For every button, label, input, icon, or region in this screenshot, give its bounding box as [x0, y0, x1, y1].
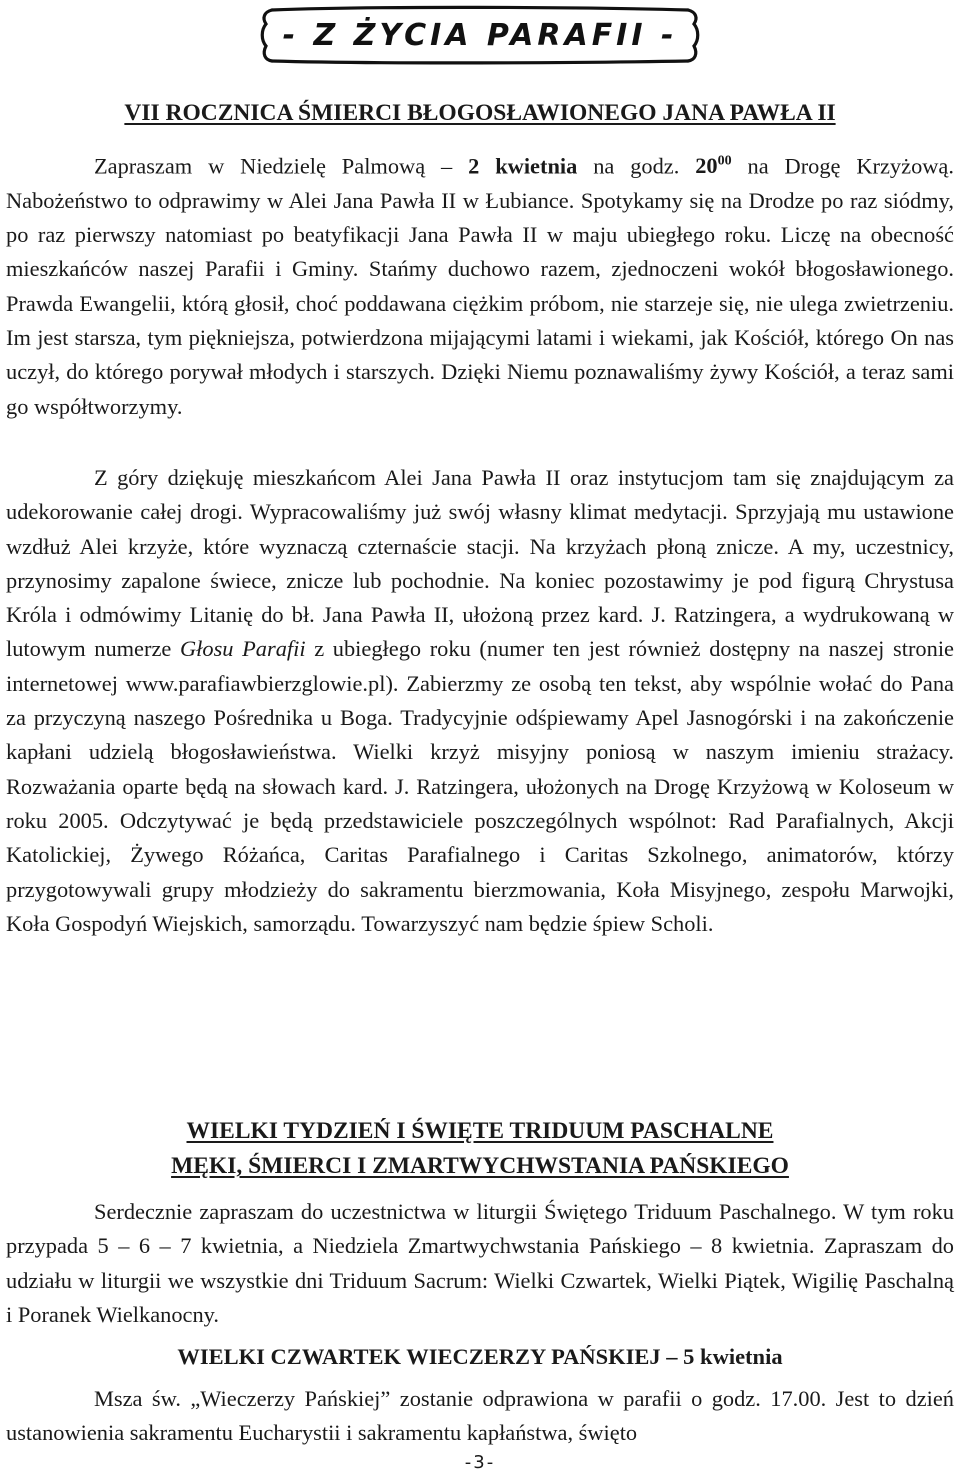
event-hour: $20^{00}$ — [695, 153, 732, 179]
publication-title: Głosu Parafii — [179, 636, 306, 662]
paragraph-rest: na Drogę Krzyżową. Nabożeństwo to odprawimy w Alei Jana Pawła II w Łubiance. Spotykamy się na Drodze po raz siódmy, po raz pierwszy natomiast po beatyfikacji Jana Pawła II w maju ubiegłego roku. Liczę na obecność mieszkańców naszej Parafii i Gminy. Stańmy duchowo razem, zjednoczeni wokół błogosławionego. Prawda Ewangelii, którą głosił, choć poddawana ciężkim próbom, nie starzeje się, nie ulega zwietrzeniu. Im jest starsza, tym piękniejsza, potwierdzona mijającymi latami i wiekami, jak Kościół, którego On nas uczył, do którego porywał młodych i starszych. Dzięki Niemu poznawaliśmy żywy Kościół, a teraz sami go współtworzymy. — [6, 153, 954, 419]
article-paragraph-1 — [6, 145, 954, 424]
article-paragraph-2: Z góry dziękuję mieszkańcom Alei Jana Pawła II oraz instytucjom tam się znajdującym za udekorowanie całej drogi. Wypracowaliśmy już swój własny klimat medytacji. Sprzyjają mu ustawione wzdłuż Alei krzyże, które wyznaczą czternaście stacji. Na krzyżach płoną znicze. A my, uczestnicy, przynosimy zapalone świece, znicze lub pochodnie. Na koniec pozostawimy je pod figurą Chrystusa Króla i odmówimy Litanię do bł. Jana Pawła II, ułożoną przez kard. J. Ratzingera, a wydrukowaną w lutowym numerze Głosu Parafii z ubiegłego roku (numer ten jest również dostępny na naszej stronie internetowej www.parafiawbierzglowie.pl). Zabierzmy ze osobą ten tekst, aby wspólnie wołać do Pana za przyczyną naszego Pośrednika u Boga. Tradycyjnie odśpiewamy Apel Jasnogórski i na zakończenie kapłani udzielą błogosławieństwa. Wielki krzyż misyjny poniosą w naszym imieniu strażacy. Rozważania oparte będą na słowach kard. J. Ratzingera, ułożonych na Drogę Krzyżową w Koloseum w roku 2005. Odczytywać je będą przedstawiciele poszczególnych wspólnot: Rad Parafialnych, Akcji Katolickiej, Żywego Różańca, Caritas Parafialnego i Caritas Szkolnego, animatorów, którzy przygotowywali grupy młodzieży do sakramentu bierzmowania, Koła Misyjnego, zespołu Marwojki, Koła Gospodyń Wiejskich, samorządu. Towarzyszyć nam będzie śpiew Scholi. — [6, 465, 954, 936]
holy-thursday-paragraph: Msza św. „Wieczerzy Pańskiej” zostanie odprawiona w parafii o godz. 17.00. Jest to dzień ustanowienia sakramentu Eucharystii i sakramentu kapłaństwa, święto — [6, 1386, 954, 1446]
section-banner-title: - Z ŻYCIA PARAFII - — [282, 17, 678, 53]
section-banner — [258, 4, 702, 66]
holy-week-title-line-1: WIELKI TYDZIEŃ I ŚWIĘTE TRIDUUM PASCHALNE — [186, 1118, 774, 1144]
paragraph-intro: Zapraszam w Niedzielę Palmową – — [94, 153, 453, 179]
holy-thursday-heading: WIELKI CZWARTEK WIECZERZY PAŃSKIEJ – 5 kwietnia — [177, 1344, 783, 1369]
hour-label: na godz. — [593, 153, 680, 179]
holy-week-paragraph: Serdecznie zapraszam do uczestnictwa w liturgii Świętego Triduum Paschalnego. W tym roku przypada 5 – 6 – 7 kwietnia, a Niedziela Zmartwychwstania Pańskiego – 8 kwietnia. Zapraszam do udziału w liturgii we wszystkie dni Triduum Sacrum: Wielki Czwartek, Wielki Piątek, Wigilię Paschalną i Poranek Wielkanocny. — [6, 1199, 954, 1327]
page-number: -3- — [464, 1452, 496, 1473]
event-date: 2 kwietnia — [468, 153, 578, 179]
holy-week-title-line-2: MĘKI, ŚMIERCI I ZMARTWYCHWSTANIA PAŃSKIEGO — [171, 1153, 789, 1179]
article-title: VII ROCZNICA ŚMIERCI BŁOGOSŁAWIONEGO JANA PAWŁA II — [124, 100, 836, 126]
